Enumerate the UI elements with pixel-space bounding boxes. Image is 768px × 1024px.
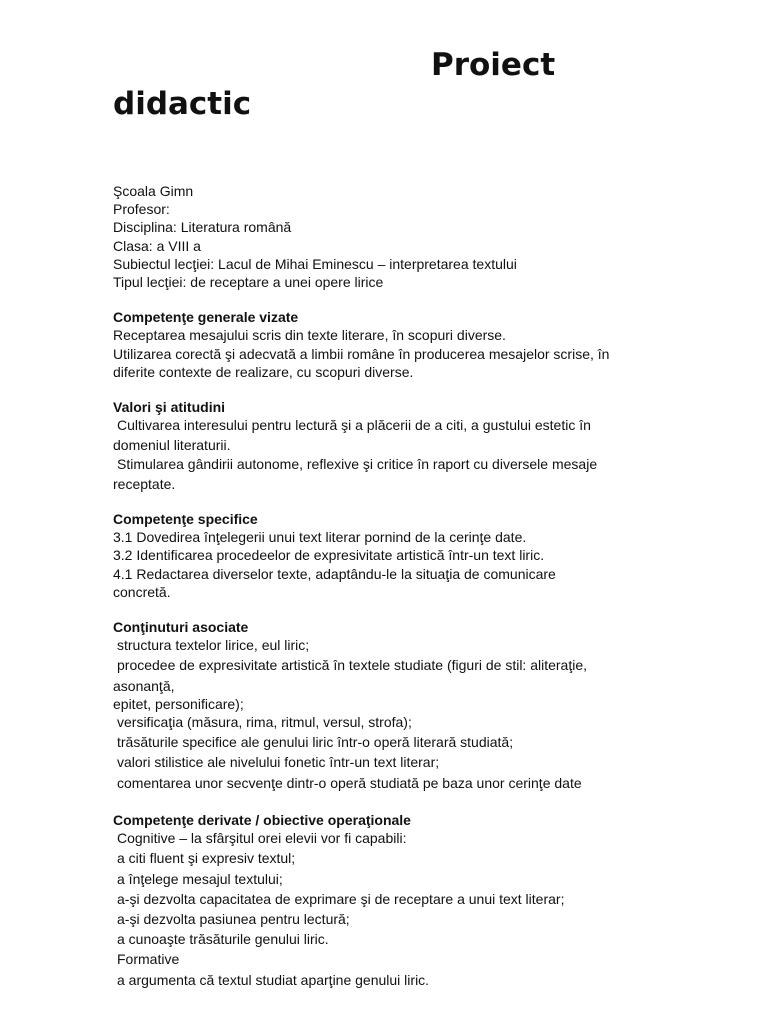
section-heading-specific: Competenţe specifice [113,511,258,528]
lesson-type-line: Tipul lecţiei: de receptare a unei opere lirice [113,274,384,291]
objectives-line: a citi fluent şi expresiv textul; [117,850,296,867]
objectives-line: Formative [117,951,180,968]
discipline-line: Disciplina: Literatura română [113,219,292,236]
subject-line: Subiectul lecţiei: Lacul de Mihai Eminescu – interpretarea textului [113,255,517,272]
contents-line: comentarea unor secvenţe dintr-o operă studiată pe baza unor cerinţe date [117,774,582,791]
general-line: diferite contexte de realizare, cu scopuri diverse. [113,363,414,380]
contents-line: trăsăturile specifice ale genului liric într-o operă literară studiată; [117,734,514,751]
objectives-line: a argumenta că textul studiat aparţine genului liric. [117,971,430,988]
teacher-line: Profesor: [113,201,170,218]
document-title [113,46,673,124]
title-line-1: Proiect [431,47,556,83]
contents-line: asonanţă, [113,677,175,694]
general-line: Utilizarea corectă şi adecvată a limbii române în producerea mesajelor scrise, în [113,345,610,362]
title-line-2: didactic [113,86,252,122]
specific-line: 3.1 Dovedirea înţelegerii unui text literar pornind de la cerinţe date. [113,529,527,546]
section-heading-general: Competenţe generale vizate [113,309,299,326]
school-line: Şcoala Gimn [113,183,194,199]
class-line: Clasa: a VIII a [113,237,201,254]
objectives-line: a-şi dezvolta pasiunea pentru lectură; [117,910,350,927]
contents-line: structura textelor lirice, eul liric; [117,637,310,654]
specific-line: concretă. [113,583,171,600]
objectives-line: a cunoaşte trăsăturile genului liric. [117,931,329,948]
general-line: Receptarea mesajului scris din texte literare, în scopuri diverse. [113,327,506,344]
objectives-line: Cognitive – la sfârşitul orei elevii vor fi capabili: [117,830,407,847]
document-body [113,182,648,991]
section-heading-objectives: Competenţe derivate / obiective operaţionale [113,811,411,828]
values-line: Cultivarea interesului pentru lectură şi a plăcerii de a citi, a gustului estetic în [117,417,591,434]
specific-line: 3.2 Identificarea procedeelor de expresivitate artistică într-un text liric. [113,547,545,564]
values-line: domeniul literaturii. [113,437,231,454]
contents-line: procedee de expresivitate artistică în textele studiate (figuri de stil: aliteraţie, [117,657,588,674]
section-heading-contents: Conţinuturi asociate [113,619,249,636]
section-heading-values: Valori şi atitudini [113,399,226,416]
objectives-line: a înţelege mesajul textului; [117,870,283,887]
contents-line: versificaţia (măsura, rima, ritmul, versul, strofa); [117,714,412,731]
specific-line: 4.1 Redactarea diverselor texte, adaptându-le la situaţia de comunicare [113,565,556,582]
contents-line: valori stilistice ale nivelului fonetic într-un text literar; [117,754,440,771]
contents-line: epitet, personificare); [113,695,244,712]
objectives-line: a-şi dezvolta capacitatea de exprimare şi de receptare a unui text literar; [117,890,565,907]
values-line: Stimularea gândirii autonome, reflexive şi critice în raport cu diversele mesaje [117,455,598,472]
values-line: receptate. [113,475,176,492]
